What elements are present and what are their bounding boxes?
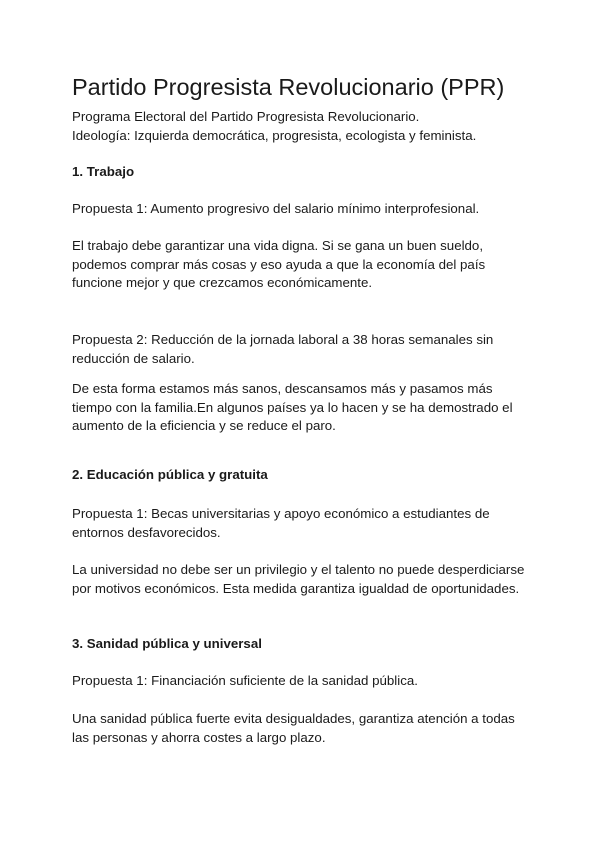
proposal-becas: Propuesta 1: Becas universitarias y apoyo económico a estudiantes de entornos desfavorecidos. (72, 506, 490, 540)
paragraph-universidad: La universidad no debe ser un privilegio y el talento no puede desperdiciarse por motivos económicos. Esta medida garantiza igualdad de oportunidades. (72, 562, 525, 596)
paragraph-sanidad-fuerte: Una sanidad pública fuerte evita desigualdades, garantiza atención a todas las personas y ahorra costes a largo plazo. (72, 711, 515, 745)
proposal-salario-minimo: Propuesta 1: Aumento progresivo del salario mínimo interprofesional. (72, 201, 480, 216)
paragraph-vida-digna: El trabajo debe garantizar una vida digna. Si se gana un buen sueldo, podemos comprar más cosas y eso ayuda a que la economía del país funcione mejor y que crezcamos económicamente. (72, 238, 486, 290)
section-heading-sanidad: 3. Sanidad pública y universal (72, 636, 262, 651)
proposal-jornada-laboral: Propuesta 2: Reducción de la jornada laboral a 38 horas semanales sin reducción de salario. (72, 332, 494, 366)
paragraph-familia: De esta forma estamos más sanos, descansamos más y pasamos más tiempo con la familia.En algunos países ya lo hacen y se ha demostrado el aumento de la eficiencia y se reduce el paro. (72, 381, 513, 433)
intro-line-ideology: Ideología: Izquierda democrática, progresista, ecologista y feminista. (72, 127, 477, 143)
proposal-financiacion-sanidad: Propuesta 1: Financiación suficiente de la sanidad pública. (72, 673, 418, 688)
intro (72, 108, 528, 145)
section-heading-educacion: 2. Educación pública y gratuita (72, 467, 268, 482)
intro-line-program: Programa Electoral del Partido Progresista Revolucionario. (72, 109, 420, 124)
page-title: Partido Progresista Revolucionario (PPR) (72, 74, 505, 100)
section-heading-trabajo: 1. Trabajo (72, 164, 135, 179)
